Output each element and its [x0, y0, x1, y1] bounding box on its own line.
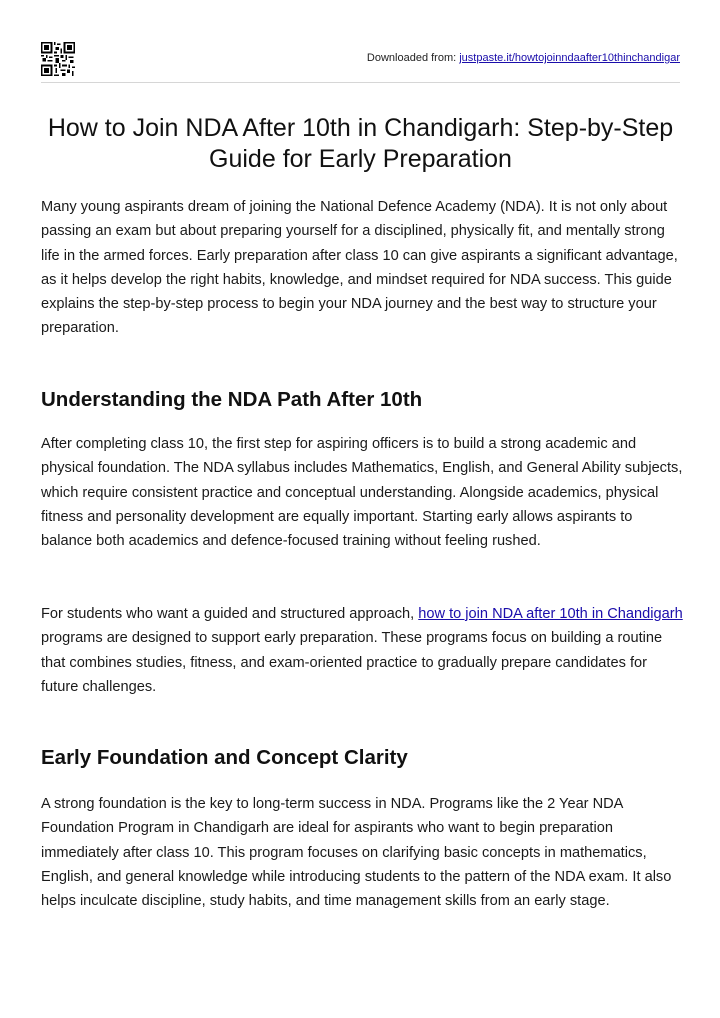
nda-program-link[interactable]: how to join NDA after 10th in Chandigarh — [418, 606, 683, 622]
paragraph-text: programs are designed to support early preparation. These programs focus on building a routine that combines studies, fitness, and exam-oriented practice to gradually prepare candidates for future challenges. — [41, 630, 663, 695]
page-header — [41, 42, 680, 83]
nda-path-paragraph-2 — [41, 602, 683, 699]
downloaded-label: Downloaded from: — [366, 52, 460, 64]
foundation-paragraph: A strong foundation is the key to long-term success in NDA. Programs like the 2 Year NDA Foundation Program in Chandigarh are ideal for aspirants who want to begin preparation immediately after class 10. This program focuses on clarifying basic concepts in mathematics, English, and general knowledge while introducing students to the pattern of the NDA exam. It also helps inculcate discipline, study habits, and time management skills from an early stage. — [41, 796, 672, 910]
source-link[interactable]: justpaste.it/howtojoinndaafter10thinchandigar — [459, 52, 680, 64]
intro-paragraph: Many young aspirants dream of joining the National Defence Academy (NDA). It is not only about passing an exam but about preparing yourself for a disciplined, physically fit, and mentally strong life in the armed forces. Early preparation after class 10 can give aspirants a significant advantage, as it helps develop the right habits, knowledge, and mindset required for NDA success. This guide explains the step-by-step process to begin your NDA journey and the best way to structure your preparation. — [41, 199, 678, 337]
section-heading-foundation: Early Foundation and Concept Clarity — [41, 746, 408, 769]
paragraph-text: For students who want a guided and structured approach, — [41, 606, 419, 622]
qr-code-icon — [41, 42, 75, 76]
download-source-line — [367, 52, 680, 64]
section-heading-nda-path: Understanding the NDA Path After 10th — [41, 388, 423, 411]
page-title: How to Join NDA After 10th in Chandigarh: Step-by-Step Guide for Early Preparation — [47, 114, 674, 173]
nda-path-paragraph-1: After completing class 10, the first step for aspiring officers is to build a strong academic and physical foundation. The NDA syllabus includes Mathematics, English, and General Ability subjects, which require consistent practice and conceptual understanding. Alongside academics, physical fitness and personality development are equally important. Starting early allows aspirants to balance both academics and defence-focused training without feeling rushed. — [41, 436, 683, 550]
